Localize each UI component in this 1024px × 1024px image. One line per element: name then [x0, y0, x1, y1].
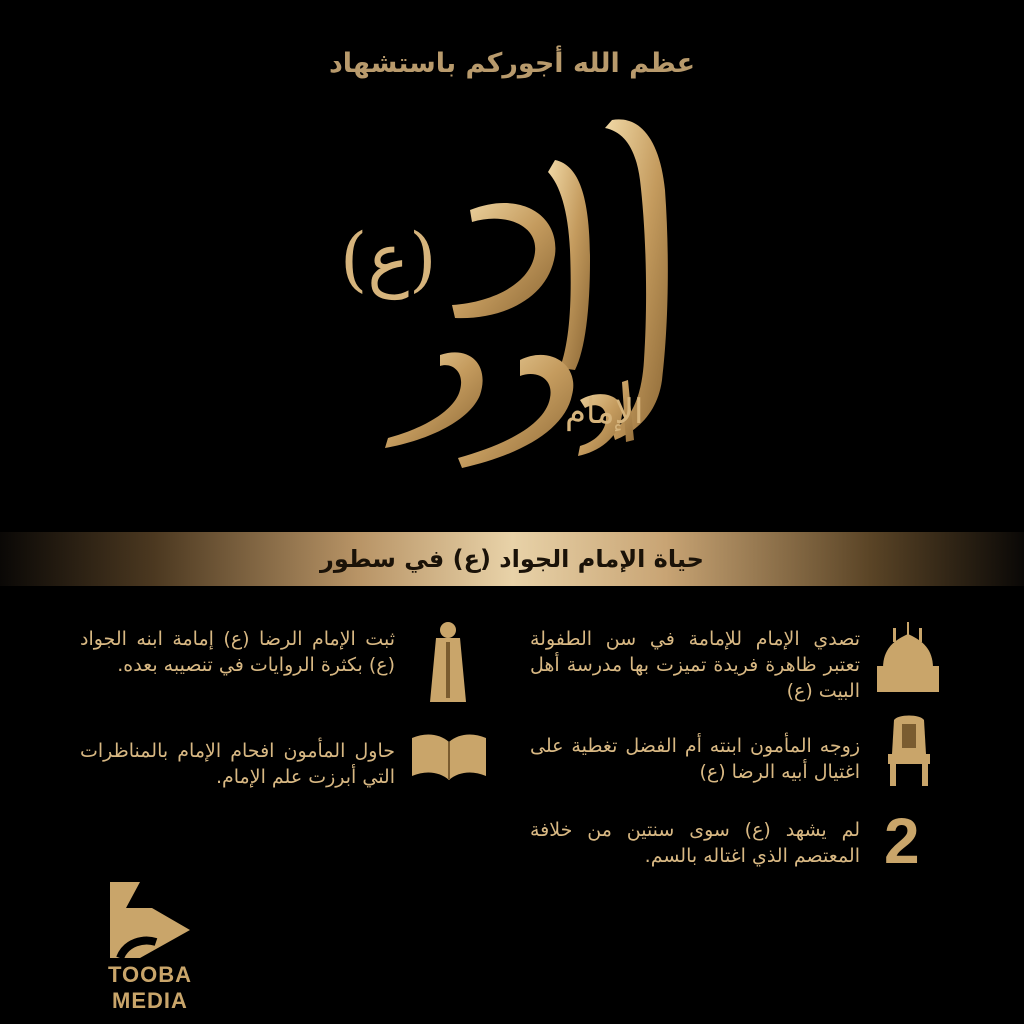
title-band [0, 532, 1024, 586]
fact-left-1: ثبت الإمام الرضا (ع) إمامة ابنه الجواد (ع) بكثرة الروايات في تنصيبه بعده. [80, 628, 395, 676]
fact-right-1: تصدي الإمام للإمامة في سن الطفولة تعتبر ظاهرة فريدة تميزت بها مدرسة أهل البيت (ع) [530, 628, 860, 702]
calligraphy-stroke-dal [385, 352, 483, 448]
robed-figure-icon [428, 620, 468, 704]
fact-right-3: لم يشهد (ع) سوى سنتين من خلافة المعتصم الذي اغتاله بالسم. [530, 819, 860, 867]
fact-right-2: زوجه المأمون ابنته أم الفضل تغطية على اغتيال أبيه الرضا (ع) [530, 735, 860, 783]
calligraphy-stroke-lam [548, 160, 590, 370]
number-two [884, 806, 936, 876]
fact-left-2: حاول المأمون افحام الإمام بالمناظرات التي أبرزت علم الإمام. [80, 740, 395, 788]
header-title: عظم الله أجوركم باستشهاد [328, 48, 696, 79]
calligraphy-stroke-jeem [452, 203, 555, 318]
band-title: حياة الإمام الجواد (ع) في سطور [320, 545, 704, 573]
open-book-icon [408, 730, 490, 784]
calligraphy-prefix: الإمام [565, 392, 644, 432]
throne-chair-icon [884, 714, 934, 788]
shrine-dome-icon [873, 618, 943, 694]
calligraphy-honorific: (ع) [340, 218, 437, 300]
number-two-label: 2 [884, 805, 920, 877]
brand-name: TOOBA MEDIA [107, 962, 193, 1013]
